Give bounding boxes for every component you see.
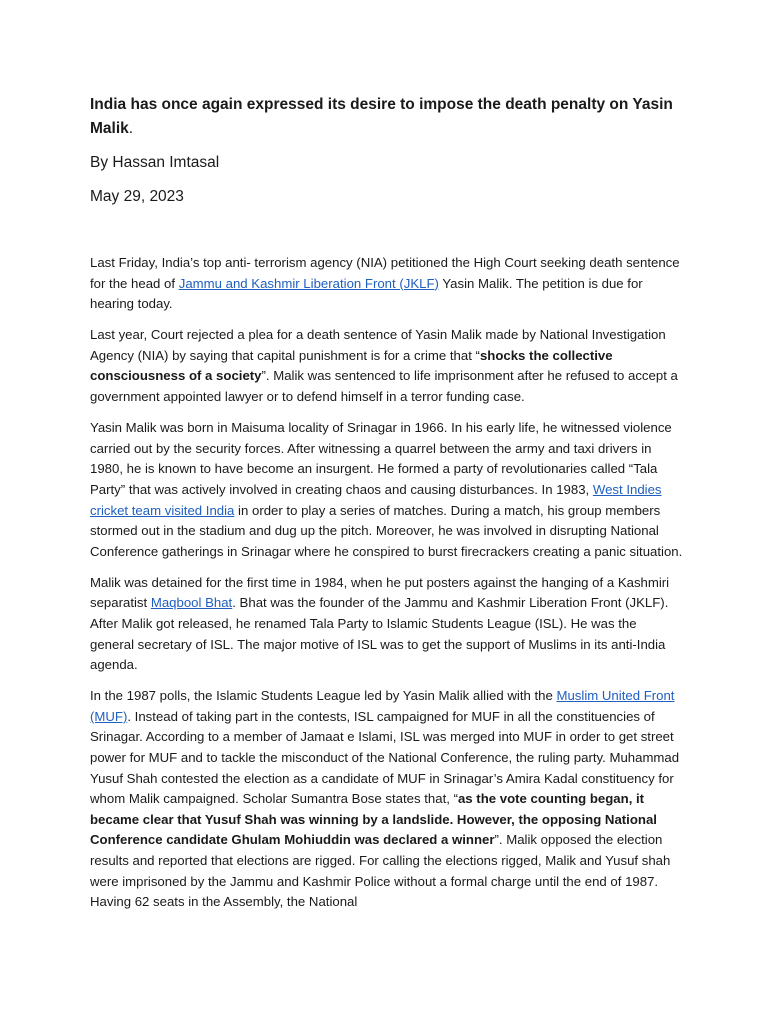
paragraph-text: Malik was detained for the first time in 1984, when he put posters against the hanging of a Kashmiri separatist (90, 574, 670, 611)
article-body (90, 253, 684, 923)
paragraph-text: Last Friday, India’s top anti- terrorism agency (NIA) petitioned the High Court seeking death sentence for the head of (90, 255, 680, 291)
bold-quote: shocks the collective consciousness of a society (90, 347, 613, 384)
paragraph-5 (90, 686, 684, 913)
bold-quote: as the vote counting began, it became clear that Yusuf Shah was winning by a landslide. However, the opposing National Conference candidate Ghulam Mohiuddin was declared a winner (90, 791, 657, 848)
paragraph-text: Last year, Court rejected a plea for a death sentence of Yasin Malik made by National Investigation Agency (NIA) by saying that capital punishment is for a crime that “ (90, 327, 666, 363)
west-indies-link[interactable]: West Indies cricket team visited India (90, 481, 662, 518)
paragraph-1 (90, 253, 684, 315)
paragraph-2 (90, 325, 684, 407)
maqbool-bhat-link[interactable]: Maqbool Bhat (150, 595, 233, 611)
article-title (90, 93, 690, 141)
article-byline: By Hassan Imtasal (90, 154, 220, 171)
jklf-link[interactable]: Jammu and Kashmir Liberation Front (JKLF) (178, 275, 439, 291)
paragraph-text: . Instead of taking part in the contests, ISL campaigned for MUF in all the constituencies of Srinagar. According to a member of Jamaat e Islami, ISL was merged into MUF in order to get street power for MUF and to tackle the misconduct of the National Conference, the ruling party. Muhammad Yusuf Shah contested the election as a candidate of MUF in Srinagar’s Amira Kadal constituency for whom Malik campaigned. Scholar Sumantra Bose states that, “ (90, 708, 680, 807)
article-title-text: India has once again expressed its desire to impose the death penalty on Yasin Malik (90, 96, 673, 137)
article-date: May 29, 2023 (90, 188, 184, 205)
paragraph-text: ”. Malik opposed the election results and reported that elections are rigged. For calling the elections rigged, Malik and Yusuf shah were imprisoned by the Jammu and Kashmir Police without a formal charge until the end of 1987. Having 62 seats in the Assembly, the National (90, 832, 671, 910)
paragraph-text: in order to play a series of matches. During a match, his group members stormed out in the stadium and dug up the pitch. Moreover, he was involved in disrupting National Conference gatherings in Srinagar where he conspired to burst firecrackers creating a panic situation. (90, 502, 683, 559)
paragraph-text: In the 1987 polls, the Islamic Students League led by Yasin Malik allied with the (90, 688, 557, 704)
paragraph-text: ”. Malik was sentenced to life imprisonment after he refused to accept a government appointed lawyer or to defend himself in a terror funding case. (90, 368, 678, 405)
paragraph-text: . Bhat was the founder of the Jammu and Kashmir Liberation Front (JKLF). After Malik got released, he renamed Tala Party to Islamic Students League (ISL). He was the general secretary of ISL. The major motive of ISL was to get the support of Muslims in its anti-India agenda. (90, 595, 669, 673)
article-title-period: . (128, 120, 134, 137)
paragraph-text: Yasin Malik. The petition is due for hearing today. (90, 275, 643, 312)
paragraph-3 (90, 418, 684, 562)
paragraph-text: Yasin Malik was born in Maisuma locality of Srinagar in 1966. In his early life, he witnessed violence carried out by the security forces. After witnessing a quarrel between the army and taxi drivers in 1980, he is known to have become an insurgent. He formed a party of revolutionaries called “Tala Party” that was actively involved in creating chaos and causing disturbances. In 1983, (90, 420, 672, 497)
paragraph-4 (90, 573, 684, 676)
muf-link[interactable]: Muslim United Front (MUF) (90, 688, 675, 724)
